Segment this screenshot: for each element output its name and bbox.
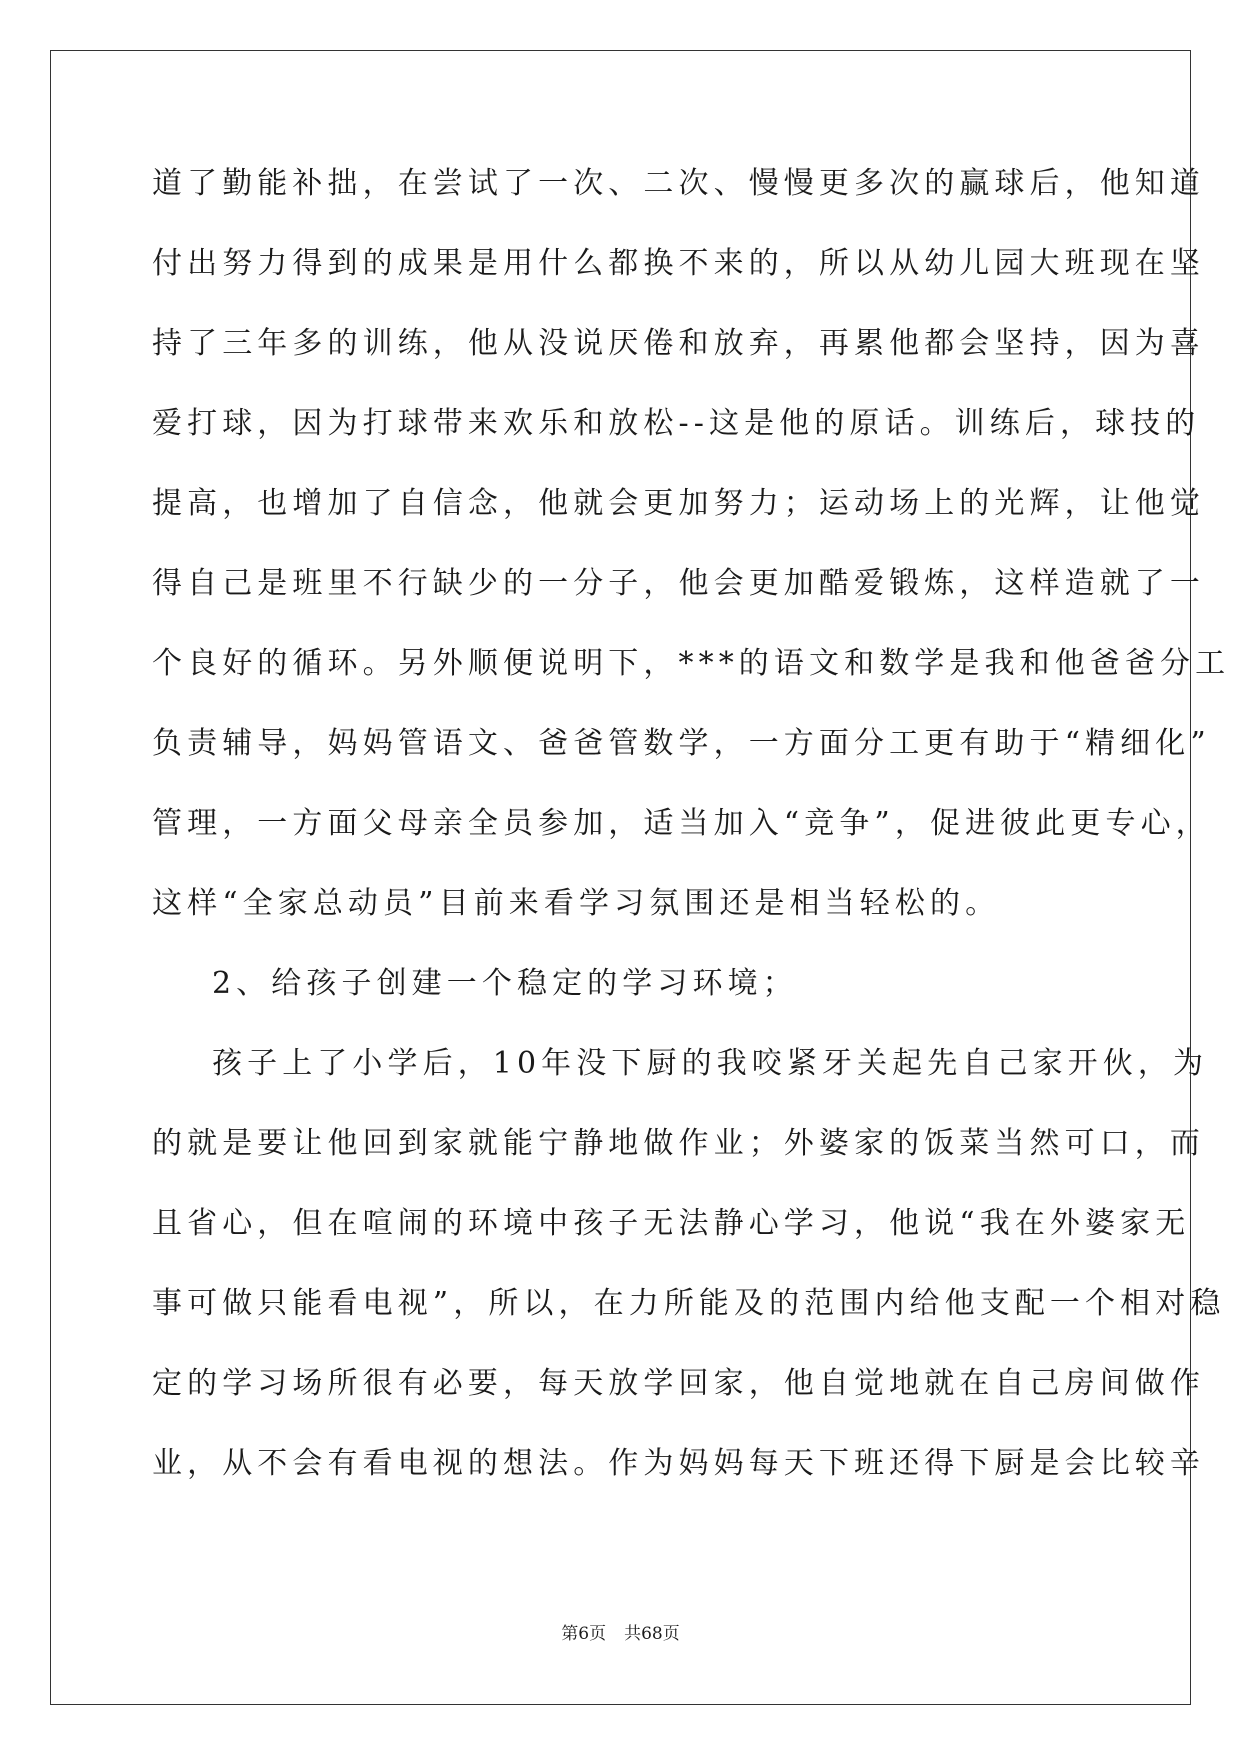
text-line: 且省心，但在喧闹的环境中孩子无法静心学习，他说“我在外婆家无 xyxy=(152,1206,1191,1241)
text-line: 孩子上了小学后，10年没下厨的我咬紧牙关起先自己家开伙，为 xyxy=(212,1046,1209,1081)
document-body xyxy=(152,160,1231,1520)
text-line: 的就是要让他回到家就能宁静地做作业；外婆家的饭菜当然可口，而 xyxy=(152,1126,1205,1161)
text-line: 付出努力得到的成果是用什么都换不来的，所以从幼儿园大班现在坚 xyxy=(152,246,1205,281)
text-line: 这样“全家总动员”目前来看学习氛围还是相当轻松的。 xyxy=(152,886,1001,921)
section-heading: 2、给孩子创建一个稳定的学习环境； xyxy=(212,966,798,1001)
text-line: 持了三年多的训练，他从没说厌倦和放弃，再累他都会坚持，因为喜 xyxy=(152,326,1205,361)
text-line: 负责辅导，妈妈管语文、爸爸管数学，一方面分工更有助于“精细化” xyxy=(152,726,1211,761)
text-line: 爱打球，因为打球带来欢乐和放松--这是他的原话。训练后，球技的 xyxy=(152,406,1201,441)
text-line: 管理，一方面父母亲全员参加，适当加入“竞争”，促进彼此更专心， xyxy=(152,806,1211,841)
text-line: 业，从不会有看电视的想法。作为妈妈每天下班还得下厨是会比较辛 xyxy=(152,1446,1205,1481)
text-line: 个良好的循环。另外顺便说明下，***的语文和数学是我和他爸爸分工 xyxy=(152,646,1231,681)
text-line: 定的学习场所很有必要，每天放学回家，他自觉地就在自己房间做作 xyxy=(152,1366,1205,1401)
text-line: 事可做只能看电视”，所以，在力所能及的范围内给他支配一个相对稳 xyxy=(152,1286,1226,1321)
text-line: 提高，也增加了自信念，他就会更加努力；运动场上的光辉，让他觉 xyxy=(152,486,1205,521)
text-line: 得自己是班里不行缺少的一分子，他会更加酷爱锻炼，这样造就了一 xyxy=(152,566,1205,601)
page-footer xyxy=(0,1622,1241,1646)
page-number: 第6页 xyxy=(561,1624,607,1644)
page-total: 共68页 xyxy=(624,1624,680,1644)
text-line: 道了勤能补拙，在尝试了一次、二次、慢慢更多次的赢球后，他知道 xyxy=(152,166,1205,201)
